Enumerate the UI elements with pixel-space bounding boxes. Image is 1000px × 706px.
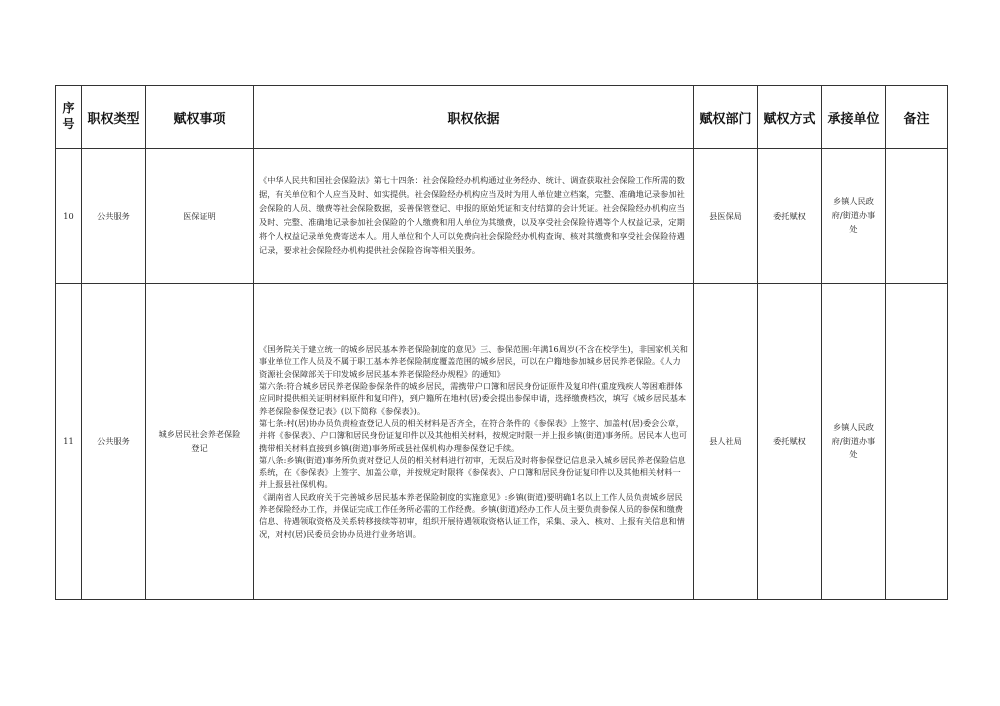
cell-type: 公共服务 xyxy=(82,284,146,600)
basis-paragraph: 第八条:乡镇(街道)事务所负责对登记人员的相关材料进行初审，无误后及时将参保登记信息录入城乡居民养老保险信息系统，在《参保表》上签字、加盖公章，并按规定时限将《参保表》、户口簿和居民身份证复印件以及其他相关材料一并上报县社保机构。 xyxy=(259,454,686,490)
cell-item: 医保证明 xyxy=(146,149,254,284)
table-row xyxy=(56,149,948,284)
header-dept: 赋权部门 xyxy=(694,86,758,149)
header-unit: 承接单位 xyxy=(822,86,886,149)
unit-text: 乡镇人民政府/街道办事处 xyxy=(831,196,876,234)
header-type: 职权类型 xyxy=(82,86,146,149)
header-method: 赋权方式 xyxy=(758,86,822,149)
cell-method: 委托赋权 xyxy=(758,284,822,600)
basis-paragraph: 《国务院关于建立统一的城乡居民基本养老保险制度的意见》三、参保范围:年满16周岁(不含在校学生)，非国家机关和事业单位工作人员及不属于职工基本养老保险制度覆盖范围的城乡居民，可以在户籍地参加城乡居民养老保险。《人力资源社会保障部关于印发城乡居民基本养老保险经办规程》的通知》 xyxy=(259,344,688,379)
cell-type: 公共服务 xyxy=(82,149,146,284)
header-basis: 职权依据 xyxy=(254,86,694,149)
header-item: 赋权事项 xyxy=(146,86,254,149)
header-seq-label: 序号 xyxy=(62,101,75,131)
cell-note xyxy=(886,149,948,284)
cell-unit xyxy=(822,284,886,600)
item-text: 城乡居民社会养老保险登记 xyxy=(158,428,241,453)
cell-unit xyxy=(822,149,886,284)
cell-seq: 10 xyxy=(56,149,82,284)
cell-item xyxy=(146,284,254,600)
basis-paragraph: 第六条:符合城乡居民养老保险参保条件的城乡居民，需携带户口簿和居民身份证原件及复印件(重度残疾人等困难群体应同时提供相关证明材料原件和复印件)，到户籍所在地村(居)委会提出参保申请，选择缴费档次，填写《城乡居民基本养老保险参保登记表》(以下简称《参保表》)。 xyxy=(259,381,687,416)
unit-text: 乡镇人民政府/街道办事处 xyxy=(831,421,876,460)
header-seq xyxy=(56,86,82,149)
cell-dept: 县医保局 xyxy=(694,149,758,284)
cell-basis xyxy=(254,284,694,600)
basis-paragraph: 《湖南省人民政府关于完善城乡居民基本养老保险制度的实施意见》:乡镇(街道)要明确1名以上工作人员负责城乡居民养老保险经办工作，并保证完成工作任务所必需的工作经费。乡镇(街道)经办工作人员主要负责参保人员的参保和缴费信息、待遇领取资格及关系转移接续等初审，组织开展待遇领取资格认证工作，采集、录入、核对、上报有关信息和情况，对村(居)民委员会协办员进行业务培训。 xyxy=(259,491,685,539)
authority-table xyxy=(55,85,948,600)
basis-paragraph: 《中华人民共和国社会保险法》第七十四条：社会保险经办机构通过业务经办、统计、调查获取社会保险工作所需的数据，有关单位和个人应当及时、如实提供。社会保险经办机构应当及时为用人单位建立档案，完整、准确地记录参加社会保险的人员、缴费等社会保险数据，妥善保管登记、申报的原始凭证和支付结算的会计凭证。社会保险经办机构应当及时、完整、准确地记录参加社会保险的个人缴费和用人单位为其缴费，以及享受社会保险待遇等个人权益记录，定期将个人权益记录单免费寄送本人。用人单位和个人可以免费向社会保险经办机构查询、核对其缴费和享受社会保险待遇记录，要求社会保险经办机构提供社会保险咨询等相关服务。 xyxy=(259,175,685,255)
cell-dept: 县人社局 xyxy=(694,284,758,600)
basis-paragraph: 第七条:村(居)协办员负责检查登记人员的相关材料是否齐全，在符合条件的《参保表》上签字、加盖村(居)委会公章，并将《参保表》、户口簿和居民身份证复印件以及其他相关材料，按规定时限一并上报乡镇(街道)事务所。居民本人也可携带相关材料直接到乡镇(街道)事务所或县社保机构办理参保登记手续。 xyxy=(259,417,688,453)
cell-basis xyxy=(254,149,694,284)
header-note: 备注 xyxy=(886,86,948,149)
cell-note xyxy=(886,284,948,600)
header-row xyxy=(56,86,948,149)
cell-seq: 11 xyxy=(56,284,82,600)
table-row xyxy=(56,284,948,600)
cell-method: 委托赋权 xyxy=(758,149,822,284)
